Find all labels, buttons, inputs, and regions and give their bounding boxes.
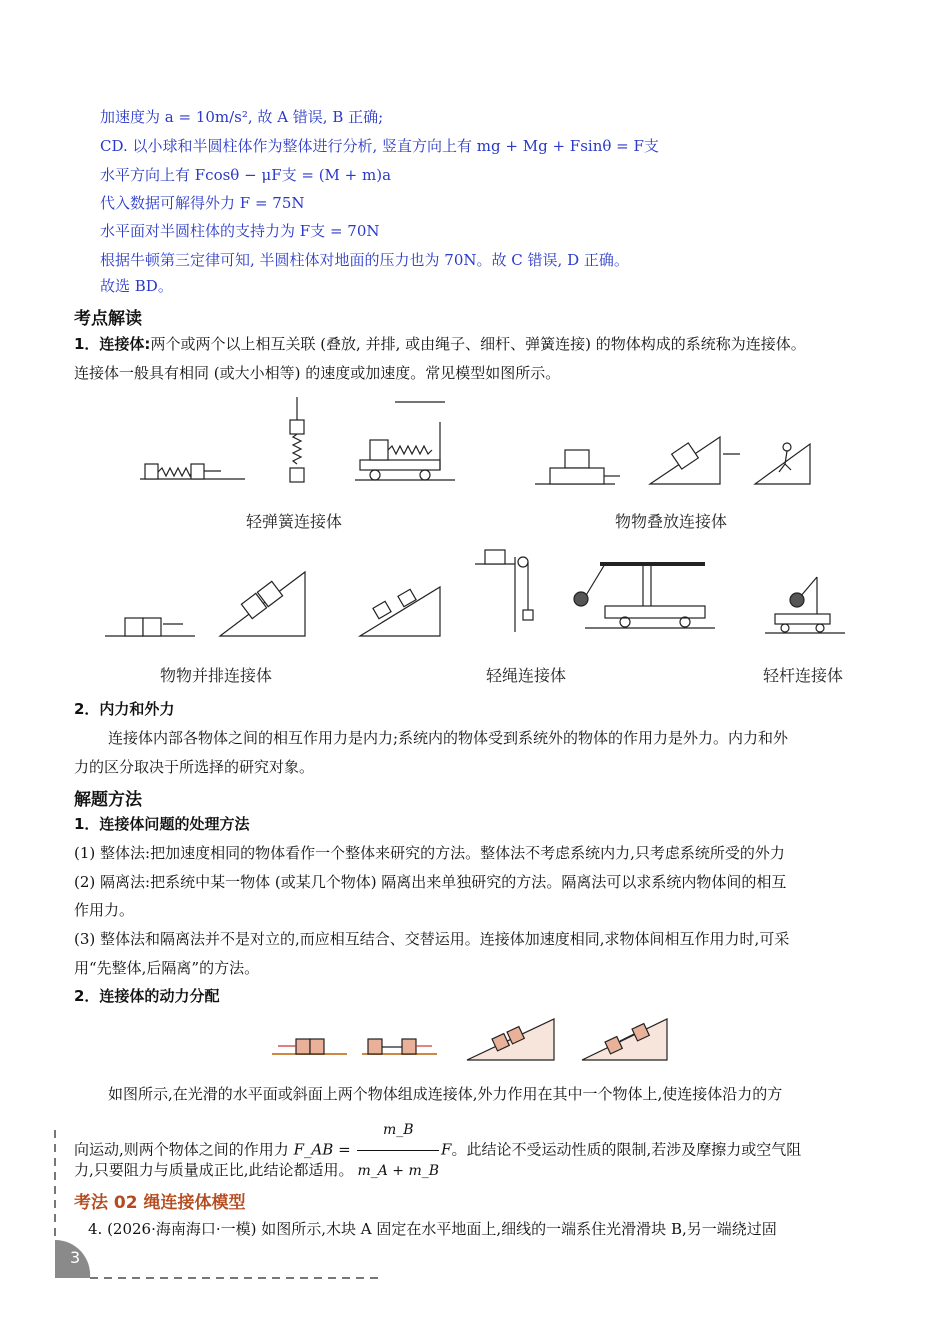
answer-line-3: 水平方向上有 Fcosθ − μF支 = (M + m)a xyxy=(100,166,392,184)
formula-numerator: m_B xyxy=(357,1110,439,1151)
definition-text: 两个或两个以上相互关联 (叠放, 并排, 或由绳子、细杆、弹簧连接) 的物体构成的系统称为连接体。 xyxy=(150,335,806,353)
page-number: 3 xyxy=(70,1248,81,1267)
answer-line-6: 根据牛顿第三定律可知, 半圆柱体对地面的压力也为 70N。故 C 错误, D 正确。 xyxy=(100,251,629,269)
paragraph-connector-line2: 连接体一般具有相同 (或大小相等) 的速度或加速度。常见模型如图所示。 xyxy=(74,364,561,382)
connector-models-figure xyxy=(95,392,865,707)
formula-lhs: F_AB = xyxy=(293,1140,351,1159)
answer-line-2: CD. 以小球和半圆柱体作为整体进行分析, 竖直方向上有 mg + Mg + Fsinθ = F支 xyxy=(100,137,659,155)
formula-tail: F xyxy=(441,1140,452,1159)
distribution-text-2a: 向运动,则两个物体之间的作用力 xyxy=(74,1140,289,1159)
method-isolate-2: 作用力。 xyxy=(74,901,135,919)
distribution-text-3: 力,只要阻力与质量成正比,此结论都适用。 xyxy=(74,1161,354,1179)
distribution-text-1: 如图所示,在光滑的水平面或斜面上两个物体组成连接体,外力作用在其中一个物体上,使连接体沿力的方 xyxy=(108,1085,783,1103)
kaofa-title: 考法 02 绳连接体模型 xyxy=(74,1193,246,1213)
term-label: 1．连接体: xyxy=(74,335,151,353)
formula-denominator: m_A + m_B xyxy=(357,1163,440,1179)
method-combine-1: (3) 整体法和隔离法并不是对立的,而应相互结合、交替运用。连接体加速度相同,求物体间相互作用力时,可采 xyxy=(74,930,790,948)
answer-line-5: 水平面对半圆柱体的支持力为 F支 = 70N xyxy=(100,222,380,240)
method-whole: (1) 整体法:把加速度相同的物体看作一个整体来研究的方法。整体法不考虑系统内力,只考虑系统所受的外力 xyxy=(74,844,785,862)
caption-side-by-side-connector: 物物并排连接体 xyxy=(160,666,273,685)
force-distribution-figure xyxy=(272,1014,672,1069)
caption-rope-connector: 轻绳连接体 xyxy=(486,666,567,685)
page-corner-decoration xyxy=(50,1130,390,1290)
caption-rod-connector: 轻杆连接体 xyxy=(763,666,844,685)
method-isolate-1: (2) 隔离法:把系统中某一物体 (或某几个物体) 隔离出来单独研究的方法。隔离法可以求系统内物体间的相互 xyxy=(74,873,787,891)
subheading-force-distribution: 2．连接体的动力分配 xyxy=(74,987,220,1005)
subheading-processing-method: 1．连接体问题的处理方法 xyxy=(74,815,250,833)
paragraph-connector-definition xyxy=(74,334,806,354)
paragraph-internal-external-2: 力的区分取决于所选择的研究对象。 xyxy=(74,758,315,776)
caption-stack-connector: 物物叠放连接体 xyxy=(615,512,728,531)
paragraph-internal-external-1: 连接体内部各物体之间的相互作用力是内力;系统内的物体受到系统外的物体的作用力是外力。内力和外 xyxy=(108,729,789,747)
answer-line-1: 加速度为 a = 10m/s², 故 A 错误, B 正确; xyxy=(100,108,384,126)
answer-line-4: 代入数据可解得外力 F = 75N xyxy=(100,194,305,212)
question-4-text: 4. (2026·海南海口·一模) 如图所示,木块 A 固定在水平地面上,细线的一端系住光滑滑块 B,另一端绕过固 xyxy=(88,1220,777,1238)
distribution-text-2b: 。此结论不受运动性质的限制,若涉及摩擦力或空气阻 xyxy=(451,1140,802,1159)
caption-spring-connector: 轻弹簧连接体 xyxy=(246,512,343,531)
method-combine-2: 用“先整体,后隔离”的方法。 xyxy=(74,959,260,977)
subheading-internal-external-force: 2．内力和外力 xyxy=(74,700,175,718)
section-title-method: 解题方法 xyxy=(74,790,142,810)
answer-line-7: 故选 BD。 xyxy=(100,277,173,295)
section-title-kaodian: 考点解读 xyxy=(74,309,142,329)
